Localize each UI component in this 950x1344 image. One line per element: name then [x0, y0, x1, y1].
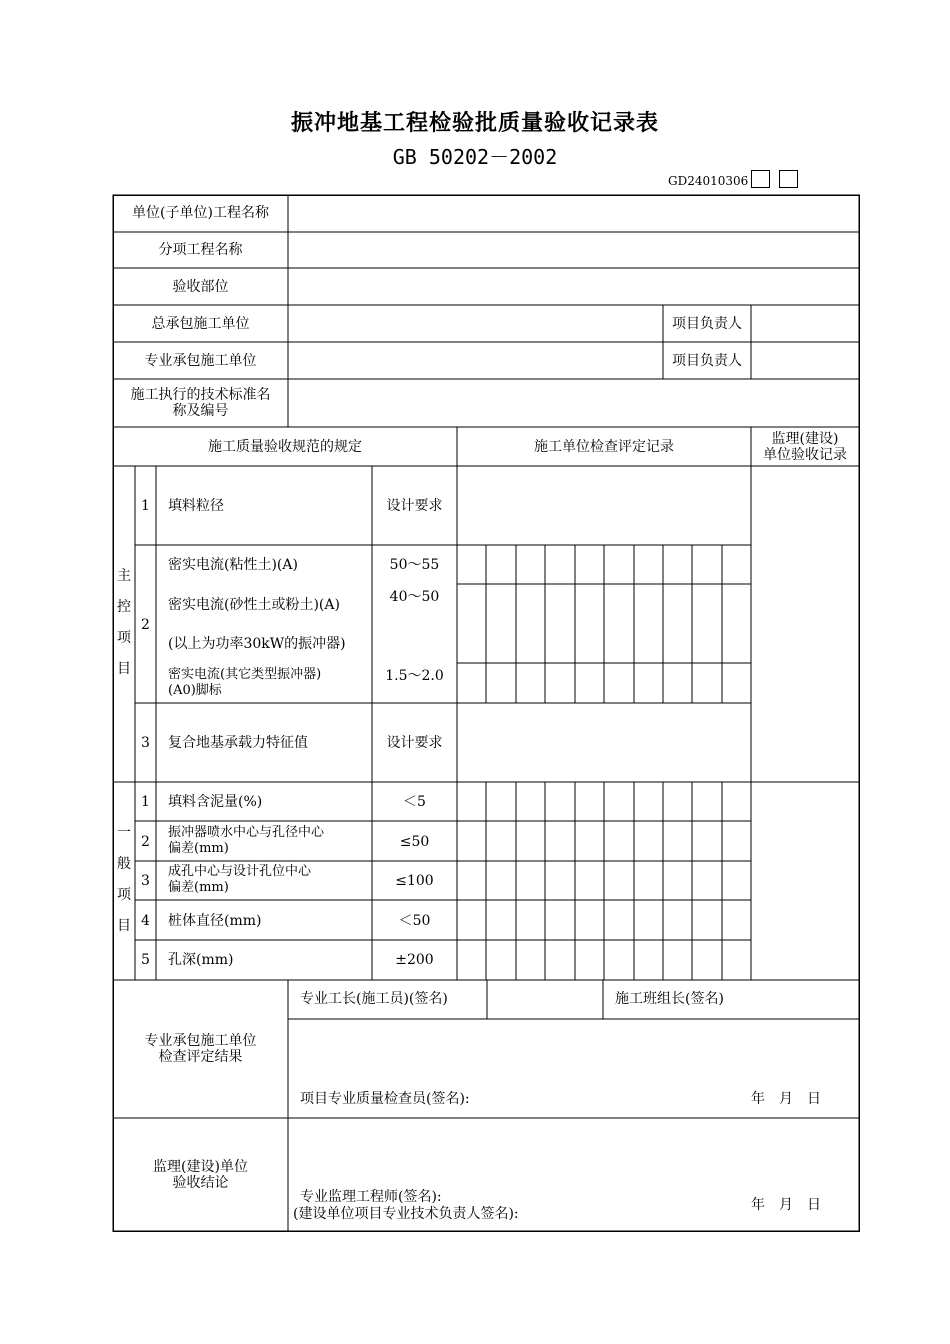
item-requirement: ＜50: [398, 913, 431, 929]
item-requirement: ≤50: [399, 834, 430, 850]
spec-column-header: 施工质量验收规范的规定: [208, 439, 362, 455]
contractor-result-label-line2: 检查评定结果: [158, 1049, 243, 1065]
item-requirement: 设计要求: [386, 498, 443, 514]
specialty-contractor-label: 专业承包施工单位: [144, 353, 257, 369]
item-name: 偏差(mm): [168, 841, 229, 856]
item-name: 填料含泥量(%): [168, 794, 263, 810]
main-control-label-char: 目: [117, 661, 131, 677]
supervision-conclusion-label-line1: 监理(建设)单位: [153, 1159, 248, 1175]
form-title: 振冲地基工程检验批质量验收记录表: [290, 111, 659, 136]
tech-standard-label-line1: 施工执行的技术标准名: [130, 387, 271, 403]
item-number: 3: [141, 873, 150, 889]
supervision-column-header-line1: 监理(建设): [771, 431, 839, 447]
item-name: 成孔中心与设计孔位中心: [168, 864, 312, 879]
item-name: 偏差(mm): [168, 880, 229, 895]
item-requirement: ＜5: [403, 794, 426, 810]
item-number: 2: [141, 617, 150, 633]
item-requirement: 1.5～2.0: [385, 668, 444, 684]
item-name: 桩体直径(mm): [168, 913, 262, 929]
general-label-char: 一: [117, 825, 131, 841]
supervision-column-header-line2: 单位验收记录: [763, 447, 847, 463]
standard-code: GB 50202－2002: [392, 145, 558, 169]
item-number: 3: [141, 735, 150, 751]
project-leader-label-2: 项目负责人: [672, 353, 742, 369]
tech-standard-label-line2: 称及编号: [172, 403, 229, 419]
foreman-signature-label: 专业工长(施工员)(签名): [300, 991, 448, 1007]
acceptance-part-label: 验收部位: [172, 279, 229, 295]
general-label-char: 般: [117, 856, 131, 872]
general-label-char: 项: [117, 887, 131, 903]
item-number: 1: [141, 794, 150, 810]
item-number: 1: [141, 498, 150, 514]
item-number: 4: [141, 913, 150, 929]
project-leader-label-1: 项目负责人: [672, 316, 742, 332]
general-label-char: 目: [117, 918, 131, 934]
quality-inspector-signature-label: 项目专业质量检查员(签名):: [300, 1091, 470, 1107]
owner-tech-leader-signature-label: (建设单位项目专业技术负责人签名):: [293, 1206, 519, 1222]
contractor-result-label-line1: 专业承包施工单位: [144, 1033, 257, 1049]
item-name: 孔深(mm): [168, 952, 234, 968]
team-leader-signature-label: 施工班组长(签名): [615, 991, 724, 1007]
item-name: 密实电流(砂性土或粉土)(A): [168, 597, 340, 613]
general-contractor-label: 总承包施工单位: [151, 316, 250, 332]
item-note: (以上为功率30kW的振冲器): [168, 636, 346, 652]
item-number: 5: [141, 952, 150, 968]
form-code: GD24010306: [668, 174, 749, 188]
sub-project-label: 分项工程名称: [158, 242, 243, 258]
item-name: 复合地基承载力特征值: [168, 735, 308, 751]
item-requirement: 40～50: [389, 589, 440, 605]
main-control-label-char: 项: [117, 630, 131, 646]
main-control-label-char: 主: [117, 568, 131, 584]
item-requirement: 设计要求: [386, 735, 443, 751]
item-requirement: ±200: [395, 952, 434, 968]
item-number: 2: [141, 834, 150, 850]
date-label-2: 年 月 日: [751, 1197, 821, 1213]
unit-project-label: 单位(子单位)工程名称: [132, 205, 269, 221]
supervisor-signature-label: 专业监理工程师(签名):: [300, 1189, 442, 1205]
inspection-column-header: 施工单位检查评定记录: [534, 439, 674, 455]
item-name: 密实电流(其它类型振冲器): [168, 667, 322, 682]
item-requirement: ≤100: [395, 873, 434, 889]
main-control-label-char: 控: [117, 599, 131, 615]
item-name: 振冲器喷水中心与孔径中心: [168, 825, 325, 840]
date-label: 年 月 日: [751, 1091, 821, 1107]
supervision-conclusion-label-line2: 验收结论: [172, 1175, 229, 1191]
item-name: 填料粒径: [168, 498, 224, 514]
item-name-suffix: (A0)脚标: [168, 683, 222, 698]
item-requirement: 50～55: [389, 557, 440, 573]
item-name: 密实电流(粘性土)(A): [168, 557, 298, 573]
